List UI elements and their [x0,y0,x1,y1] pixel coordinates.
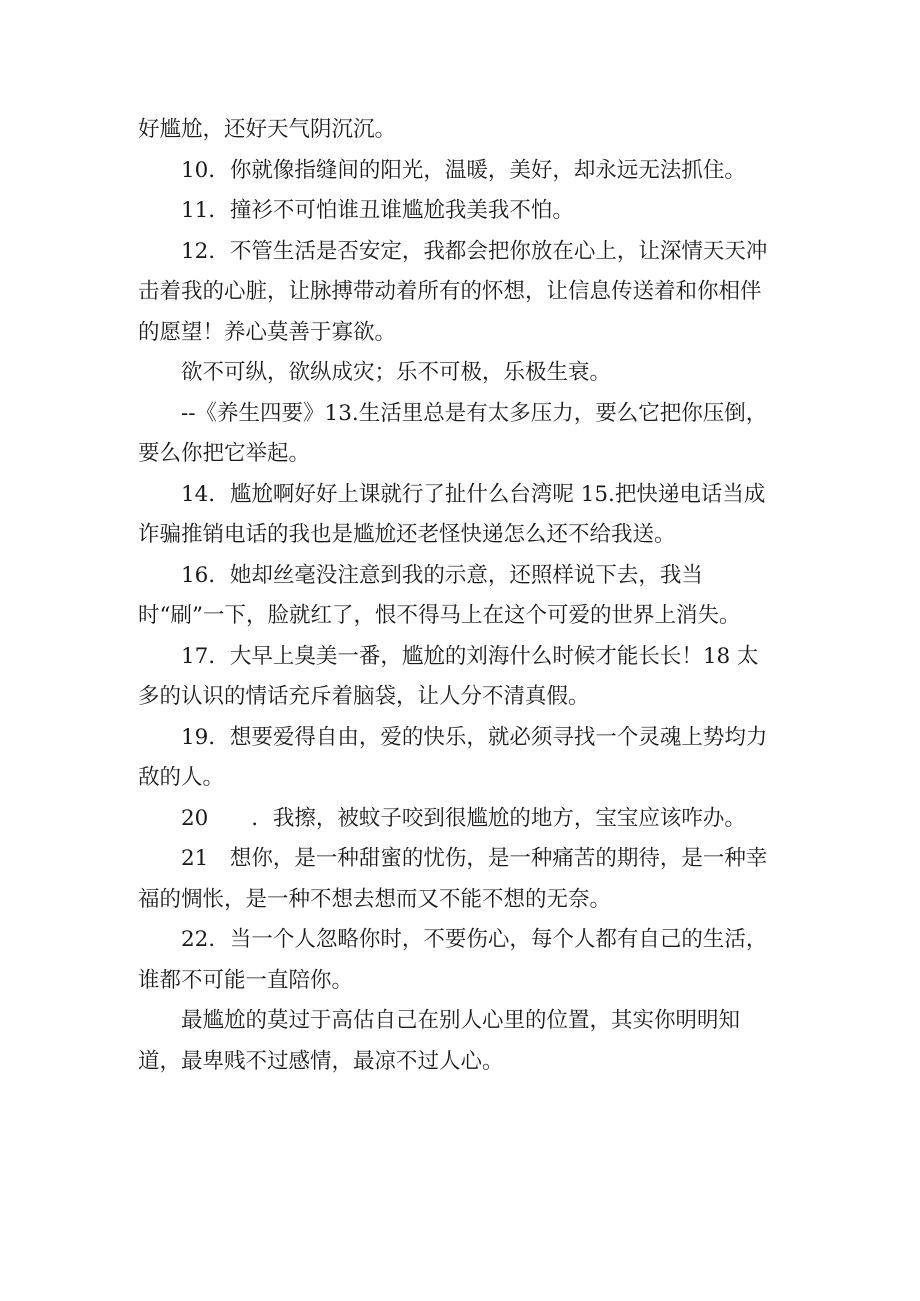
paragraph-21: 21 想你，是一种甜蜜的忧伤，是一种痛苦的期待，是一种幸福的惆怅，是一种不想去想而又不能不想的无奈。 [138,846,768,912]
paragraph-final: 最尴尬的莫过于高估自己在别人心里的位置，其实你明明知道，最卑贱不过感情，最凉不过人心。 [138,1008,741,1074]
paragraph-14-15: 14．尴尬啊好好上课就行了扯什么台湾呢 15.把快递电话当成诈骗推销电话的我也是尴尬还老怪快递怎么还不给我送。 [138,481,766,547]
paragraph-13: --《养生四要》13.生活里总是有太多压力，要么它把你压倒，要么你把它举起。 [138,400,768,466]
document-body [138,110,778,1082]
paragraph-10: 10．你就像指缝间的阳光，温暖，美好，却永远无法抓住。 [181,157,746,183]
paragraph-continuation: 好尴尬，还好天气阴沉沉。 [138,117,397,142]
paragraph-12: 12．不管生活是否安定，我都会把你放在心上，让深情天天冲击着我的心脏，让脉搏带动着所有的怀想，让信息传送着和你相伴的愿望！养心莫善于寡欲。 [138,238,768,345]
paragraph-11: 11．撞衫不可怕谁丑谁尴尬我美我不怕。 [181,198,574,223]
paragraph-17-18: 17．大早上臭美一番，尴尬的刘海什么时候才能长长！18 太多的认识的情话充斥着脑袋，让人分不清真假。 [138,643,759,709]
paragraph-quote: 欲不可纵，欲纵成灾；乐不可极，乐极生衰。 [181,360,612,385]
paragraph-16: 16．她却丝毫没注意到我的示意，还照样说下去，我当时“刷”一下，脸就红了，恨不得马上在这个可爱的世界上消失。 [138,562,741,628]
paragraph-22: 22．当一个人忽略你时，不要伤心，每个人都有自己的生活，谁都不可能一直陪你。 [138,927,768,993]
paragraph-20: 20 ．我擦，被蚊子咬到很尴尬的地方，宝宝应该咋办。 [181,805,746,831]
paragraph-19: 19．想要爱得自由，爱的快乐，就必须寻找一个灵魂上势均力敌的人。 [138,724,768,790]
